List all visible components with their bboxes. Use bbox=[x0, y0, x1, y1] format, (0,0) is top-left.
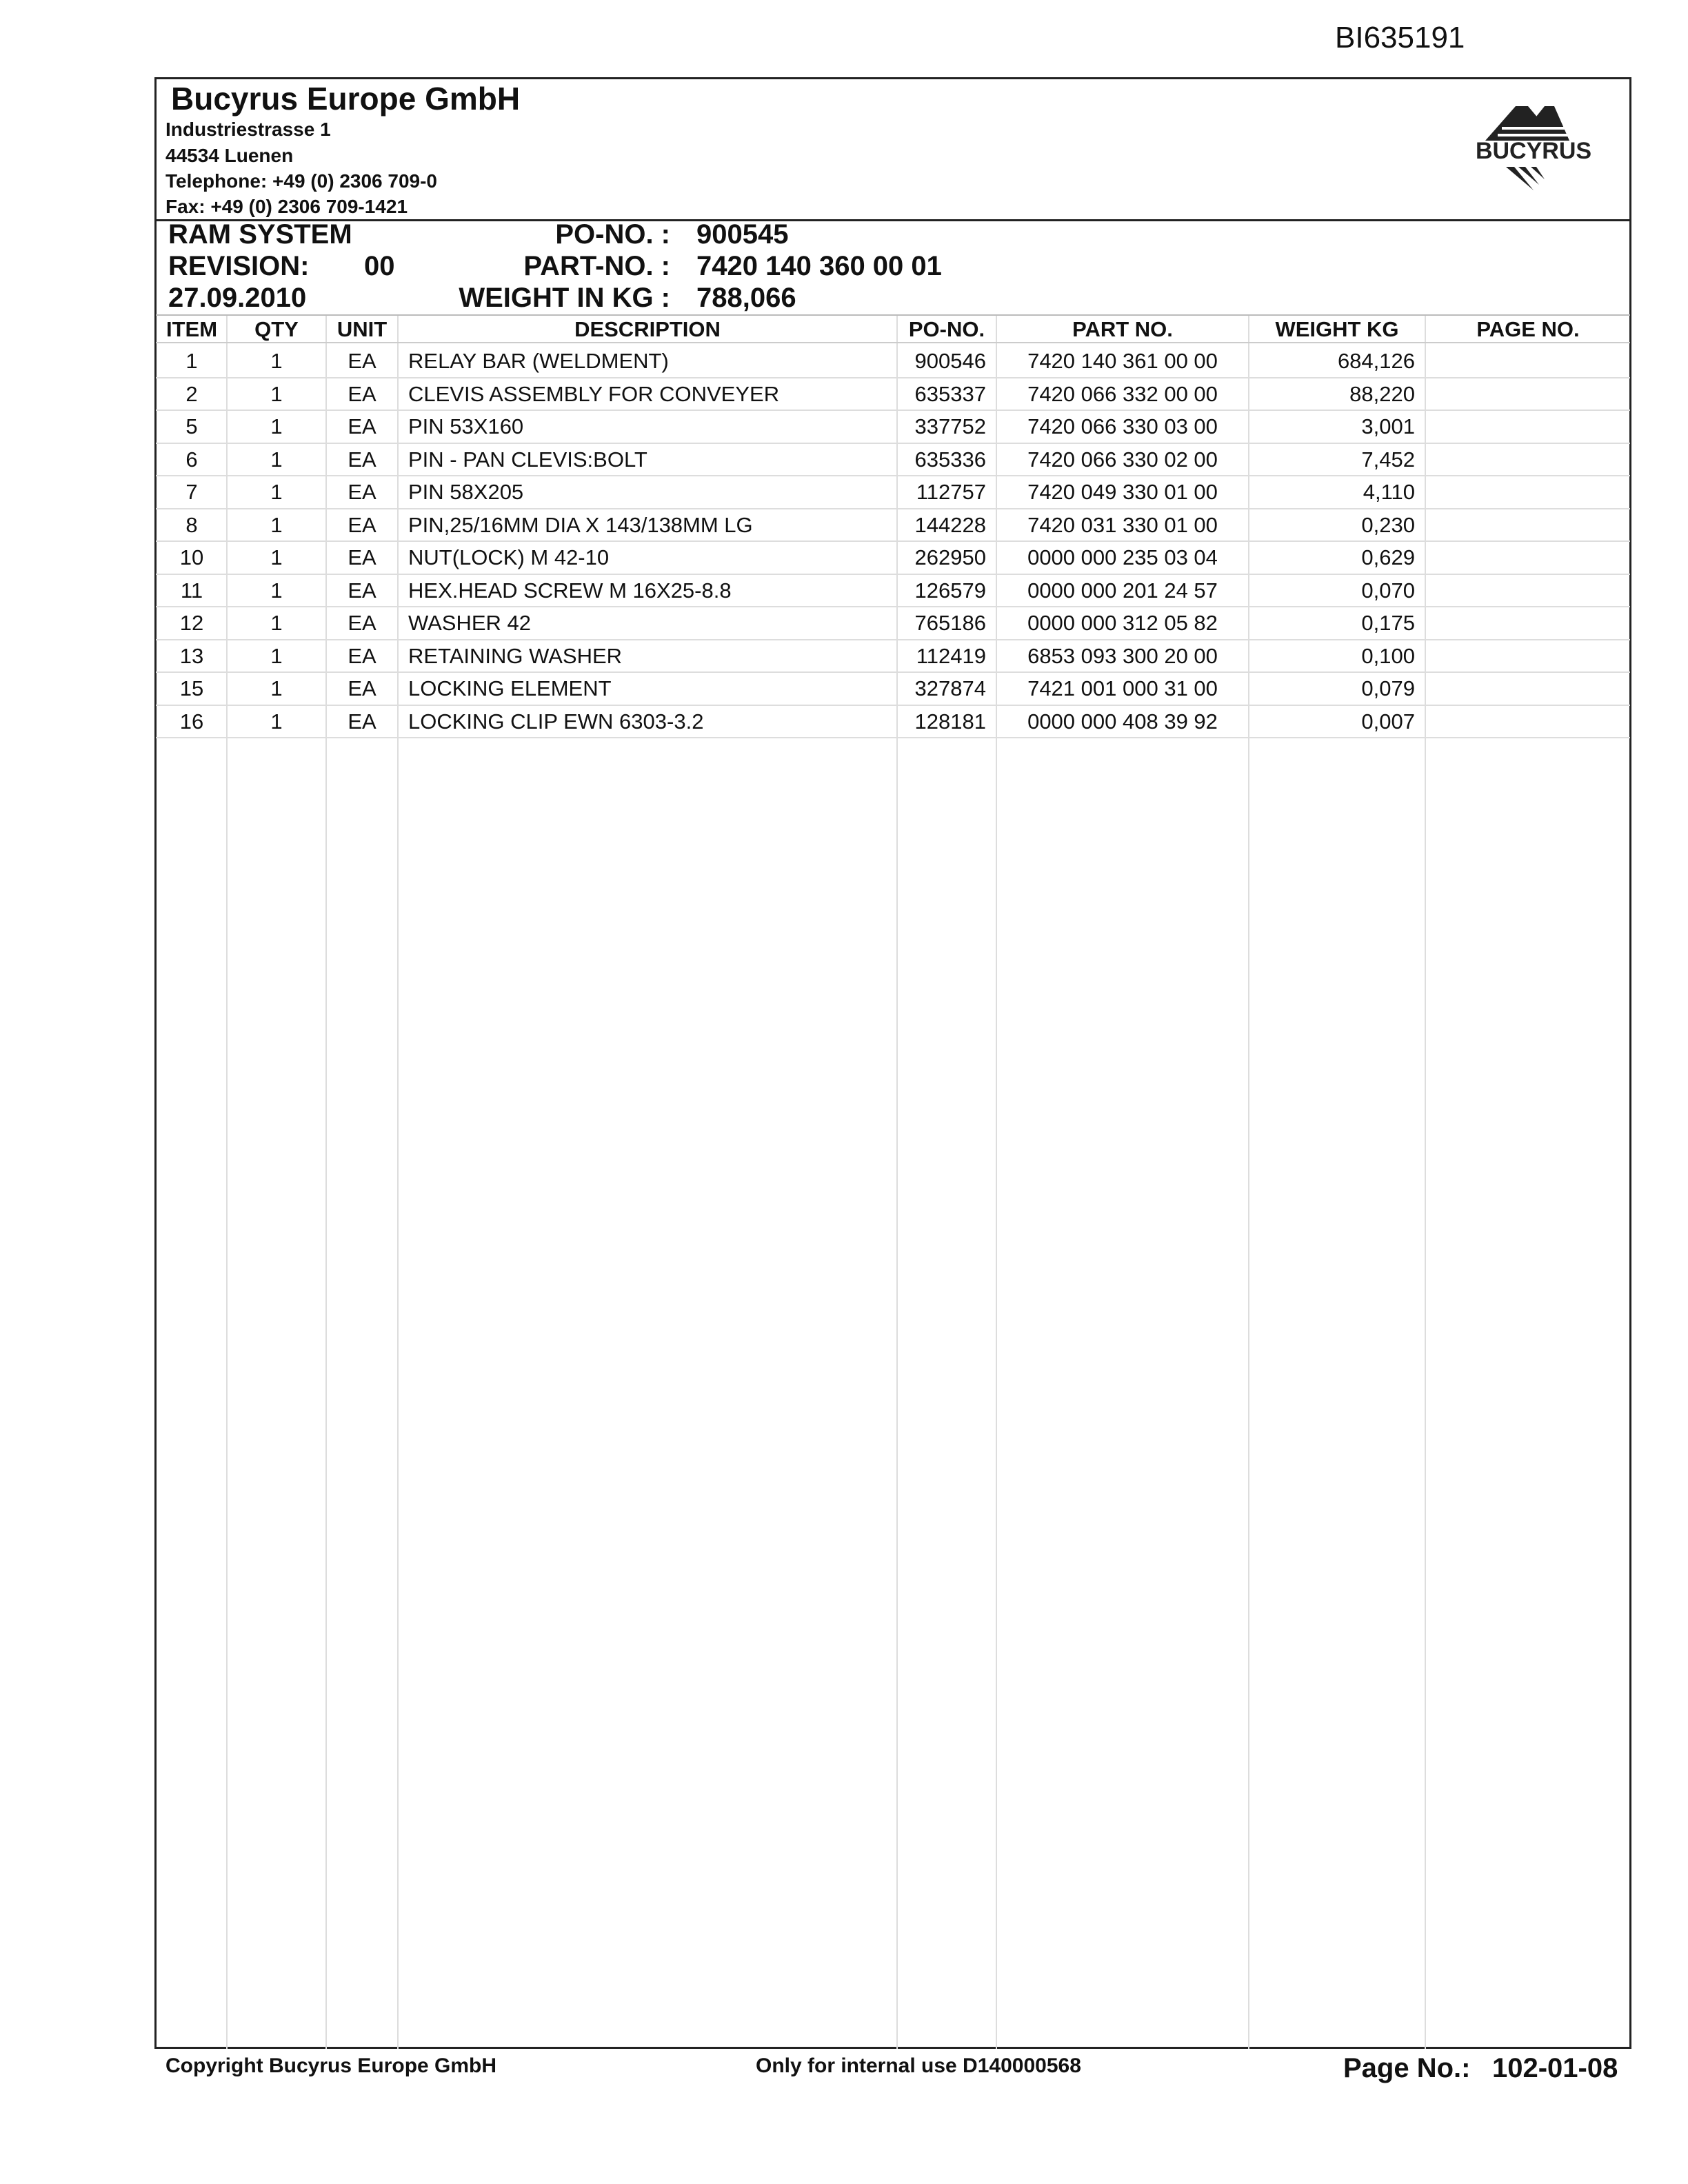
cell-item: 16 bbox=[179, 709, 204, 734]
cell-qty: 1 bbox=[270, 545, 283, 569]
cell-unit: EA bbox=[348, 611, 376, 635]
revision-value: 00 bbox=[364, 251, 395, 281]
cell-description: NUT(LOCK) M 42-10 bbox=[408, 545, 610, 569]
cell-weight: 0,100 bbox=[1361, 643, 1415, 668]
cell-description: WASHER 42 bbox=[408, 611, 532, 635]
cell-part-no: 7420 140 361 00 00 bbox=[1027, 349, 1218, 373]
cell-po-no: 112757 bbox=[916, 480, 986, 504]
column-divider bbox=[996, 316, 997, 2049]
cell-part-no: 0000 000 312 05 82 bbox=[1027, 611, 1218, 635]
column-divider bbox=[1248, 316, 1249, 2049]
cell-qty: 1 bbox=[270, 578, 283, 603]
cell-qty: 1 bbox=[270, 643, 283, 668]
cell-weight: 4,110 bbox=[1363, 480, 1415, 504]
copyright-text: Copyright Bucyrus Europe GmbH bbox=[165, 2054, 497, 2077]
cell-item: 15 bbox=[179, 676, 204, 700]
cell-po-no: 262950 bbox=[914, 545, 986, 569]
column-divider bbox=[1425, 316, 1426, 2049]
cell-weight: 684,126 bbox=[1337, 349, 1415, 373]
page-number-value: 102-01-08 bbox=[1492, 2053, 1618, 2083]
cell-item: 5 bbox=[185, 414, 198, 438]
row-divider bbox=[156, 606, 1630, 607]
cell-weight: 0,230 bbox=[1361, 512, 1415, 537]
cell-part-no: 0000 000 235 03 04 bbox=[1027, 545, 1218, 569]
logo-text: BUCYRUS bbox=[1475, 138, 1592, 164]
company-telephone: Telephone: +49 (0) 2306 709-0 bbox=[165, 170, 437, 192]
cell-po-no: 126579 bbox=[914, 578, 986, 603]
cell-qty: 1 bbox=[270, 512, 283, 537]
cell-unit: EA bbox=[348, 381, 376, 406]
cell-po-no: 337752 bbox=[914, 414, 986, 438]
part-label: PART-NO. : bbox=[523, 251, 670, 281]
header-bottom-line bbox=[156, 342, 1630, 343]
cell-po-no: 144228 bbox=[914, 512, 986, 537]
cell-po-no: 765186 bbox=[914, 611, 986, 635]
cell-item: 7 bbox=[185, 480, 198, 504]
cell-qty: 1 bbox=[270, 676, 283, 700]
row-divider bbox=[156, 540, 1630, 542]
row-divider bbox=[156, 377, 1630, 378]
cell-part-no: 7420 049 330 01 00 bbox=[1027, 480, 1218, 504]
cell-part-no: 7420 066 332 00 00 bbox=[1027, 381, 1218, 406]
cell-po-no: 900546 bbox=[914, 349, 986, 373]
cell-weight: 0,070 bbox=[1361, 578, 1415, 603]
cell-part-no: 7420 066 330 03 00 bbox=[1027, 414, 1218, 438]
cell-part-no: 7420 031 330 01 00 bbox=[1027, 512, 1218, 537]
cell-weight: 88,220 bbox=[1349, 381, 1415, 406]
cell-item: 13 bbox=[179, 643, 204, 668]
cell-qty: 1 bbox=[270, 447, 283, 472]
column-divider bbox=[397, 316, 399, 2049]
cell-description: HEX.HEAD SCREW M 16X25-8.8 bbox=[408, 578, 732, 603]
cell-description: PIN 53X160 bbox=[408, 414, 524, 438]
header-weight: WEIGHT KG bbox=[1275, 317, 1399, 341]
row-divider bbox=[156, 639, 1630, 640]
cell-qty: 1 bbox=[270, 611, 283, 635]
cell-unit: EA bbox=[348, 512, 376, 537]
cell-unit: EA bbox=[348, 709, 376, 734]
system-title: RAM SYSTEM bbox=[168, 219, 352, 250]
cell-qty: 1 bbox=[270, 349, 283, 373]
cell-weight: 7,452 bbox=[1361, 447, 1415, 472]
weight-value: 788,066 bbox=[696, 283, 796, 313]
cell-description: CLEVIS ASSEMBLY FOR CONVEYER bbox=[408, 381, 780, 406]
po-value: 900545 bbox=[696, 219, 789, 250]
cell-qty: 1 bbox=[270, 709, 283, 734]
row-divider bbox=[156, 410, 1630, 411]
document-date: 27.09.2010 bbox=[168, 283, 307, 313]
cell-po-no: 635337 bbox=[914, 381, 986, 406]
header-po-no: PO-NO. bbox=[908, 317, 985, 341]
cell-unit: EA bbox=[348, 676, 376, 700]
cell-weight: 3,001 bbox=[1361, 414, 1415, 438]
cell-po-no: 327874 bbox=[914, 676, 986, 700]
company-street: Industriestrasse 1 bbox=[165, 119, 331, 140]
cell-weight: 0,007 bbox=[1361, 709, 1415, 734]
cell-unit: EA bbox=[348, 349, 376, 373]
po-label: PO-NO. : bbox=[555, 219, 670, 250]
row-divider bbox=[156, 671, 1630, 673]
row-divider bbox=[156, 508, 1630, 509]
header-part-no: PART NO. bbox=[1072, 317, 1173, 341]
cell-item: 2 bbox=[185, 381, 198, 406]
part-value: 7420 140 360 00 01 bbox=[696, 251, 942, 281]
cell-item: 10 bbox=[179, 545, 204, 569]
header-unit: UNIT bbox=[336, 317, 388, 341]
cell-unit: EA bbox=[348, 414, 376, 438]
row-divider bbox=[156, 443, 1630, 444]
cell-unit: EA bbox=[348, 578, 376, 603]
cell-description: PIN 58X205 bbox=[408, 480, 524, 504]
document-number: BI635191 bbox=[1335, 21, 1465, 54]
cell-qty: 1 bbox=[270, 480, 283, 504]
column-divider bbox=[325, 316, 327, 2049]
company-city: 44534 Luenen bbox=[165, 145, 294, 166]
cell-po-no: 635336 bbox=[914, 447, 986, 472]
cell-description: RELAY BAR (WELDMENT) bbox=[408, 349, 669, 373]
cell-weight: 0,079 bbox=[1361, 676, 1415, 700]
cell-unit: EA bbox=[348, 545, 376, 569]
page-number-label: Page No.: bbox=[1343, 2053, 1471, 2083]
header-page-no: PAGE NO. bbox=[1476, 317, 1580, 341]
table-top-line bbox=[156, 314, 1630, 316]
cell-part-no: 0000 000 408 39 92 bbox=[1027, 709, 1218, 734]
row-divider bbox=[156, 475, 1630, 476]
cell-part-no: 7421 001 000 31 00 bbox=[1027, 676, 1218, 700]
cell-unit: EA bbox=[348, 480, 376, 504]
cell-unit: EA bbox=[348, 447, 376, 472]
header-qty: QTY bbox=[254, 317, 299, 341]
cell-item: 6 bbox=[185, 447, 198, 472]
cell-item: 8 bbox=[185, 512, 198, 537]
row-divider bbox=[156, 737, 1630, 738]
header-item: ITEM bbox=[165, 317, 218, 341]
company-fax: Fax: +49 (0) 2306 709-1421 bbox=[165, 196, 408, 217]
cell-description: LOCKING ELEMENT bbox=[408, 676, 612, 700]
cell-qty: 1 bbox=[270, 381, 283, 406]
cell-item: 1 bbox=[185, 349, 198, 373]
cell-weight: 0,629 bbox=[1361, 545, 1415, 569]
weight-label: WEIGHT IN KG : bbox=[459, 283, 670, 313]
cell-item: 11 bbox=[180, 578, 203, 603]
cell-item: 12 bbox=[179, 611, 204, 635]
internal-use-text: Only for internal use D140000568 bbox=[756, 2054, 1081, 2077]
cell-description: PIN - PAN CLEVIS:BOLT bbox=[408, 447, 647, 472]
row-divider bbox=[156, 574, 1630, 575]
revision-label: REVISION: bbox=[168, 251, 310, 281]
header-description: DESCRIPTION bbox=[574, 317, 721, 341]
cell-part-no: 0000 000 201 24 57 bbox=[1027, 578, 1218, 603]
cell-unit: EA bbox=[348, 643, 376, 668]
column-divider bbox=[896, 316, 898, 2049]
header-divider bbox=[154, 219, 1631, 221]
cell-part-no: 6853 093 300 20 00 bbox=[1027, 643, 1218, 668]
cell-description: LOCKING CLIP EWN 6303-3.2 bbox=[408, 709, 704, 734]
bucyrus-logo bbox=[1459, 103, 1608, 193]
cell-weight: 0,175 bbox=[1361, 611, 1415, 635]
cell-description: RETAINING WASHER bbox=[408, 643, 623, 668]
cell-po-no: 112419 bbox=[916, 643, 986, 668]
row-divider bbox=[156, 705, 1630, 706]
column-divider bbox=[226, 316, 228, 2049]
cell-part-no: 7420 066 330 02 00 bbox=[1027, 447, 1218, 472]
cell-po-no: 128181 bbox=[914, 709, 986, 734]
cell-description: PIN,25/16MM DIA X 143/138MM LG bbox=[408, 512, 753, 537]
company-name: Bucyrus Europe GmbH bbox=[171, 81, 521, 117]
cell-qty: 1 bbox=[270, 414, 283, 438]
